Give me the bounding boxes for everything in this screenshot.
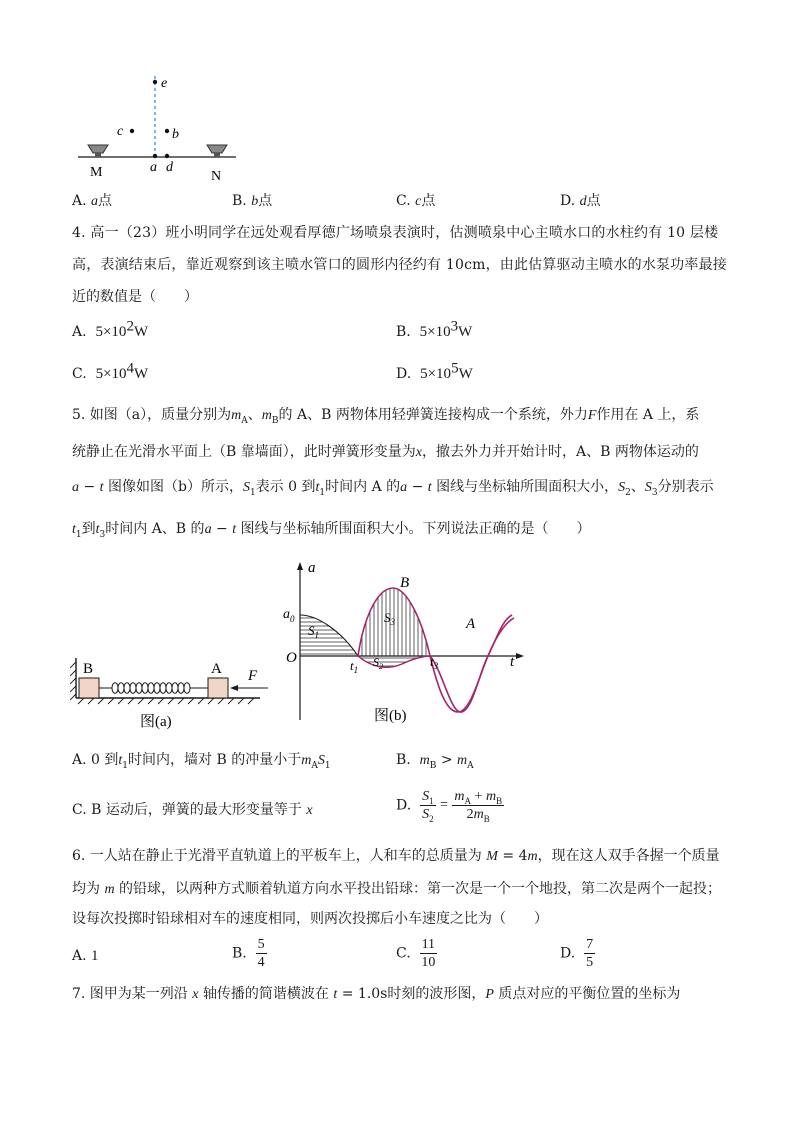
fig-a-caption: 图(a) — [140, 714, 172, 730]
label-origin: O — [286, 650, 297, 666]
q4-option-d[interactable]: D. $5\times 10^5W$ — [396, 360, 473, 382]
q6-option-b[interactable]: B. $\frac{5}{4}$ — [232, 937, 265, 970]
q7-line-1: 7. 图甲为某一列沿 x 轴传播的简谐横波在 t = 1.0s时刻的波形图，P 质点对应的平衡位置的坐标为 — [72, 986, 681, 1002]
q6-line-1: 6. 一人站在静止于光滑平直轨道上的平板车上，人和车的总质量为 M = 4m，现在这人双手各握一个质量 — [72, 848, 720, 864]
q4-option-b[interactable]: B. $5\times 10^3W$ — [396, 318, 473, 340]
q5-option-b[interactable]: B. $m_B > m_A$ — [396, 752, 474, 771]
q6-option-d[interactable]: D. $\frac{7}{5}$ — [560, 937, 594, 970]
a-t-graph — [280, 560, 530, 730]
q6-option-a[interactable]: A. 1 — [72, 948, 99, 964]
label-c: c — [117, 124, 124, 139]
block-a — [208, 678, 228, 698]
label-a: a — [150, 160, 157, 175]
label-n: N — [211, 169, 222, 184]
q6-option-c[interactable]: C. $\frac{11}{10}$ — [396, 937, 436, 970]
label-curve-a: A — [466, 616, 476, 632]
point-b — [165, 129, 169, 133]
q6-line-2: 均为 m 的铅球，以两种方式顺着轨道方向水平投出铅球：第一次是一个一个地投，第二次是两个一起投； — [72, 881, 722, 897]
label-a0: $a_0$ — [283, 607, 295, 624]
spring-system-figure — [70, 650, 280, 730]
label-t1: $t_1$ — [350, 658, 359, 675]
q3-option-b[interactable]: B. b点 — [232, 193, 273, 209]
label-d: d — [166, 160, 173, 175]
point-e — [153, 80, 157, 84]
q4-line-2: 高，表演结束后，靠近观察到该主喷水管口的圆形内径约有 10cm，由此估算驱动主喷水的水泵功率最接 — [72, 257, 727, 273]
label-t3: $t_3$ — [430, 654, 439, 671]
label-force: F — [248, 668, 258, 684]
axis-a-arrow-icon — [297, 562, 303, 570]
q4-option-a[interactable]: A. $5\times 10^2W$ — [72, 318, 149, 340]
point-source-figure — [70, 70, 250, 185]
block-b — [79, 678, 99, 698]
label-e: e — [161, 76, 168, 91]
label-block-a: A — [211, 661, 222, 677]
q5-option-c[interactable]: C. B 运动后，弹簧的最大形变量等于 x — [72, 802, 313, 818]
label-m: M — [90, 165, 103, 180]
label-block-b: B — [83, 661, 94, 677]
label-curve-b: B — [400, 575, 410, 591]
q5-line-4: $t_1$到$t_3$时间内 A、B 的a − t 图线与坐标轴所围面积大小。下列说法正确的是（ ） — [72, 521, 591, 540]
label-s3: $S_3$ — [384, 610, 395, 627]
q4-line-3: 近的数值是（ ） — [72, 289, 198, 305]
q3-option-d[interactable]: D. d点 — [560, 193, 601, 209]
floor-hatching — [78, 698, 254, 704]
q6-line-3: 设每次投掷时铅球相对车的速度相同，则两次投掷后小车速度之比为（ ） — [72, 911, 548, 927]
label-axis-t: t — [510, 654, 515, 670]
q5-line-1: 5. 如图（a），质量分别为$m_A$、$m_B$的 A、B 两物体用轻弹簧连接构成一个系统，外力F作用在 A 上，系 — [72, 407, 700, 426]
q5-option-a[interactable]: A. 0 到$t_1$时间内，墙对 B 的冲量小于$m_AS_1$ — [72, 752, 331, 771]
q3-option-a[interactable]: A. a点 — [72, 193, 113, 209]
q5-line-3: a − t 图像如图（b）所示，$S_1$表示 0 到$t_1$时间内 A 的a − t 图线与坐标轴所围面积大小，$S_2$、$S_3$分别表示 — [72, 479, 714, 498]
point-a — [153, 154, 157, 158]
q3-option-c[interactable]: C. c点 — [396, 193, 436, 209]
q4-line-1: 4. 高一（23）班小明同学在远处观看厚德广场喷泉表演时，估测喷泉中心主喷水口的水柱约有 10 层楼 — [72, 225, 719, 241]
speaker-n-icon — [207, 145, 227, 153]
axis-t-arrow-icon — [516, 653, 524, 659]
speaker-m-icon — [88, 145, 108, 153]
spring — [99, 683, 208, 694]
wall-hatching — [70, 662, 76, 700]
q4-option-c[interactable]: C. $5\times 10^4W$ — [72, 360, 149, 382]
point-d — [165, 154, 169, 158]
q5-option-d[interactable]: D. $\frac{S_1}{S_2}$ = $\frac{m_A + m_B}{2m_B}$ — [396, 789, 503, 824]
label-s2: $S_2$ — [373, 655, 383, 671]
label-b: b — [172, 127, 179, 142]
fig-b-caption: 图(b) — [374, 708, 407, 724]
label-axis-a: a — [308, 560, 316, 576]
point-c — [130, 129, 134, 133]
force-arrowhead-icon — [230, 685, 238, 691]
label-s1: $S_1$ — [308, 623, 319, 640]
q5-line-2: 统静止在光滑水平面上（B 靠墙面），此时弹簧形变量为x，撤去外力并开始计时，A、B 两物体运动的 — [72, 444, 699, 460]
